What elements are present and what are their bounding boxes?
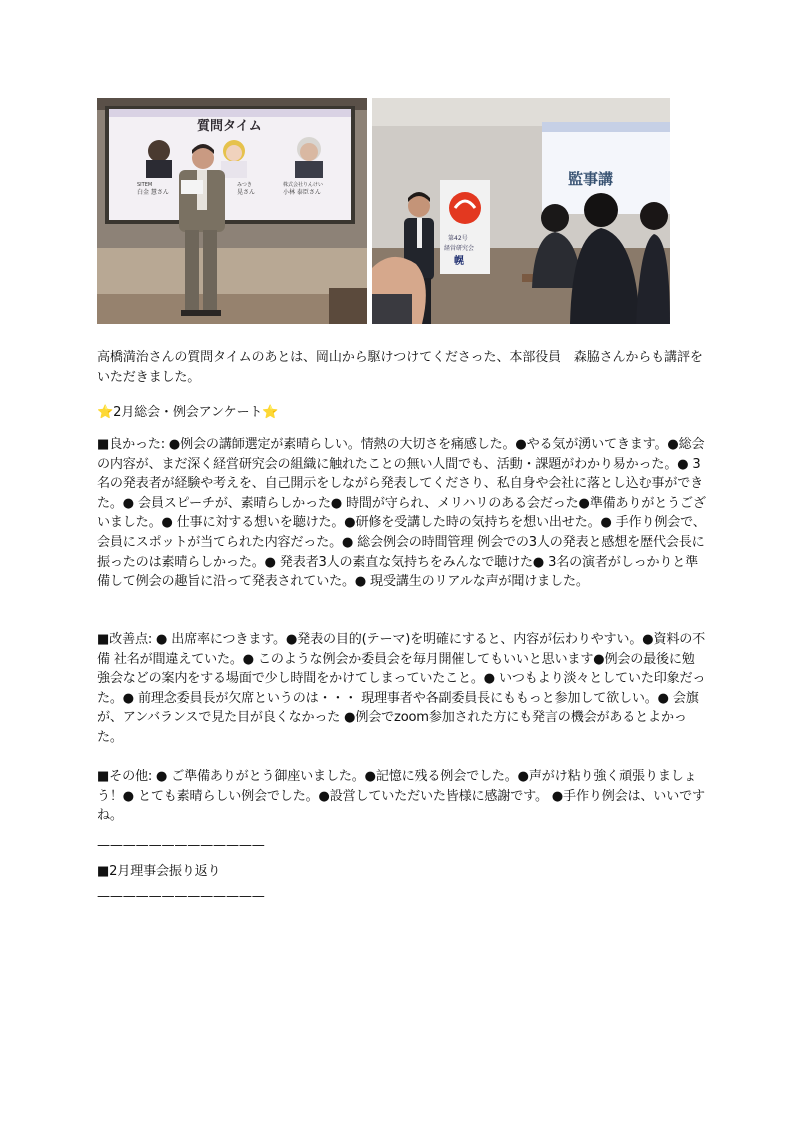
slide-title: 監事講 bbox=[568, 170, 614, 188]
intro-paragraph: 高橋満治さんの質問タイムのあとは、岡山から駆けつけてくださった、本部役員 森脇さんからも講評をいただきました。 bbox=[97, 350, 703, 385]
divider-line: ————————————— bbox=[97, 889, 265, 904]
slide-title: 質問タイム bbox=[197, 119, 262, 134]
slide-label: 小林 泰臣さん bbox=[283, 189, 321, 196]
slide-label: 晃さん bbox=[237, 189, 256, 196]
star-icon: ⭐ bbox=[262, 405, 279, 420]
board-review-heading: ■2月理事会振り返り bbox=[97, 864, 221, 879]
star-icon: ⭐ bbox=[97, 405, 114, 420]
photo-question-time bbox=[97, 98, 367, 324]
banner-text: 幌 bbox=[454, 256, 464, 267]
slide-label: みつき bbox=[237, 182, 252, 188]
banner-text: 経営研究会 bbox=[444, 245, 475, 252]
photo-auditor-lecture bbox=[372, 98, 670, 324]
banner-text: 第42号 bbox=[448, 235, 468, 242]
slide-label: 株式会社りんけい bbox=[283, 182, 324, 188]
improvement-points-paragraph: ■改善点: ● 出席率につきます。●発表の目的(テーマ)を明確にすると、内容が伝わりやすい。●資料の不備 社名が間違えていた。● このような例会か委員会を毎月開催してもいいと思います●例会の最後に勉強会などの案内をする場面で少し時間をかけてしまっていたこと。● いつもより淡々としていた印象だった。● 前理念委員長が欠席というのは・・・ 現理事者や各副委員長にももっと参加して欲しい。● 会旗が、アンバランスで見た目が良くなかった ●例会でzoom参加された方にも発言の機会があるとよかった。 bbox=[97, 632, 706, 745]
divider-line: ————————————— bbox=[97, 838, 265, 853]
good-points-paragraph: ■良かった: ●例会の講師選定が素晴らしい。情熱の大切さを痛感した。●やる気が湧いてきます。●総会の内容が、まだ深く経営研究会の組織に触れたことの無い人間でも、活動・課題がわかり易かった。● 3名の発表者が経験や考えを、自己開示をしながら発表してくださり、私自身や会社に落とし込む事ができた。● 会員スピーチが、素晴らしかった● 時間が守られ、メリハリのある会だった●準備ありがとうございました。● 仕事に対する想いを聴けた。●研修を受講した時の気持ちを想い出せた。● 手作り例会で、会員にスポットが当てられた内容だった。● 総会例会の時間管理 例会での3人の発表と感想を歴代会長に振ったのは素晴らしかった。● 発表者3人の素直な気持ちをみんなで聴けた● 3名の演者がしっかりと準備して例会の趣旨に沿って発表されていた。● 現受講生のリアルな声が聞けました。 bbox=[97, 437, 706, 590]
slide-label: SITEM bbox=[137, 182, 153, 188]
slide-label: 白金 慧さん bbox=[137, 189, 169, 196]
other-comments-paragraph: ■その他: ● ご準備ありがとう御座いました。●記憶に残る例会でした。●声がけ粘り強く頑張りましょう！● とても素晴らしい例会でした。●設営していただいた皆様に感謝です。 ●手作り例会は、いいですね。 bbox=[97, 769, 705, 824]
survey-title: 2月総会・例会アンケート bbox=[113, 405, 263, 420]
survey-heading bbox=[97, 403, 707, 423]
